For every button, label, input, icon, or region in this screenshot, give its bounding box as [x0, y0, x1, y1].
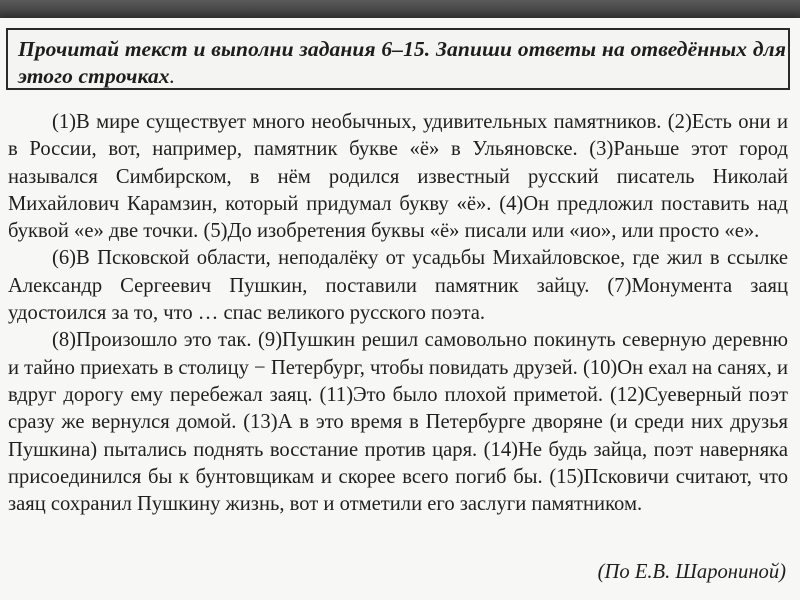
reading-text: [8, 109, 788, 518]
document-page: [0, 18, 800, 600]
text-source-attribution: (По Е.В. Шарониной): [597, 561, 786, 583]
paragraph-3: (8)Произошло это так. (9)Пушкин решил самовольно покинуть северную деревню и тайно приехать в столицу − Петербург, чтобы повидать друзей. (10)Он ехал на санях, и вдруг дорогу ему перебежал заяц. (11)Это было плохой приметой. (12)Суеверный поэт сразу же вернулся домой. (13)А в это время в Петербурге дворяне (и среди них друзья Пушкина) пытались поднять восстание против царя. (14)Не будь зайца, поэт наверняка присоединился бы к бунтовщикам и скорее всего погиб бы. (15)Псковичи считают, что заяц сохранил Пушкину жизнь, вот и отметили его заслуги памятником.: [8, 329, 788, 516]
paragraph-2: (6)В Псковской области, неподалёку от усадьбы Михайловское, где жил в ссылке Александр Сергеевич Пушкин, поставили памятник зайцу. (7)Монумента заяц удостоился за то, что … спас великого русского поэта.: [8, 247, 788, 325]
task-instruction-period: .: [169, 64, 176, 88]
task-instruction: [18, 36, 786, 90]
task-instruction-box: [6, 28, 790, 90]
paragraph-1: (1)В мире существует много необычных, удивительных памятников. (2)Есть они и в России, вот, например, памятник букве «ё» в Ульяновске. (3)Раньше этот город назывался Симбирском, в нём родился известный русский писатель Николай Михайлович Карамзин, который придумал букву «ё». (4)Он предложил поставить над буквой «е» две точки. (5)До изобретения буквы «ё» писали или «ио», или просто «е».: [8, 111, 788, 243]
task-instruction-text: Прочитай текст и выполни задания 6–15. Запиши ответы на отведённых для этого строчках: [18, 37, 786, 88]
